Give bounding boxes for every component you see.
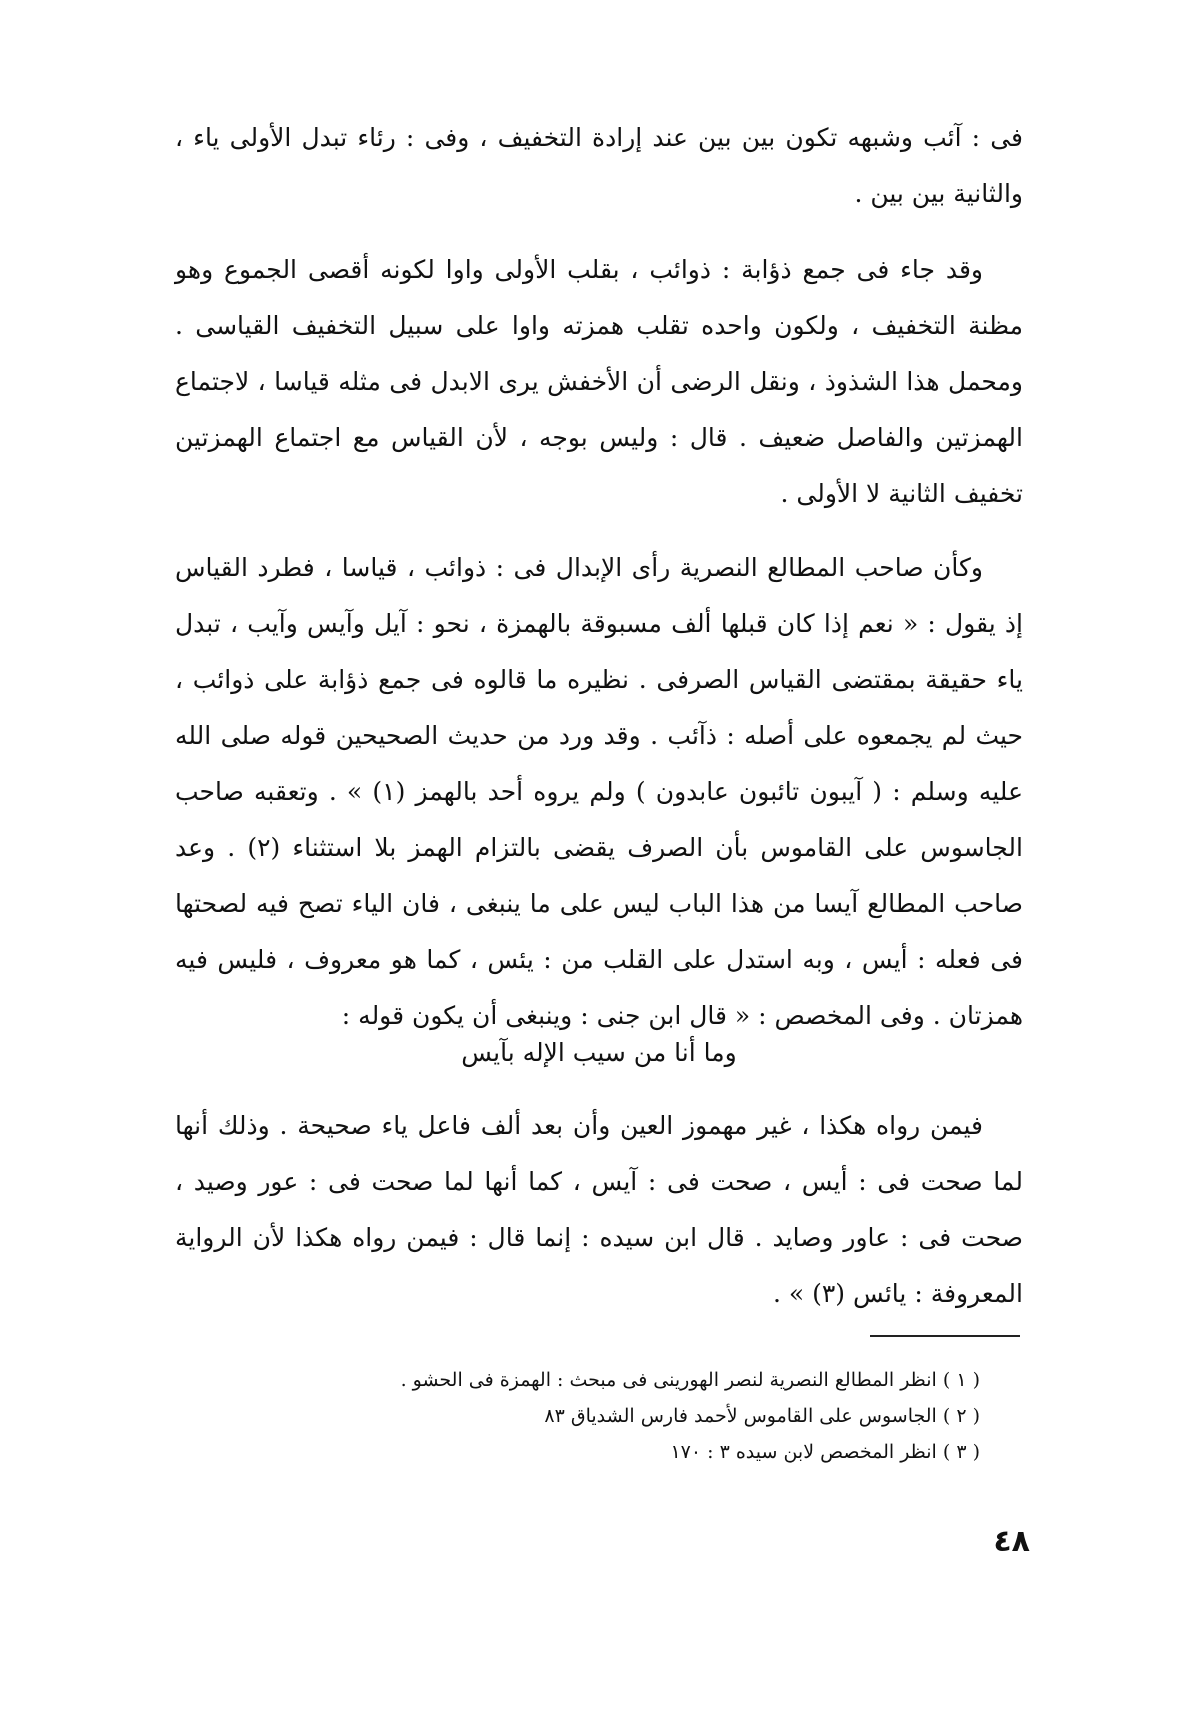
footnote-1: ( ١ ) انظر المطالع النصرية لنصر الهورينى فى مبحث : الهمزة فى الحشو . <box>400 1369 980 1391</box>
paragraph-2-text: وقد جاء فى جمع ذؤابة : ذوائب ، بقلب الأولى واوا لكونه أقصى الجموع وهو مظنة التخفيف ، ولكون واحده تقلب همزته واوا على سبيل التخفيف القياسى . ومحمل هذا الشذوذ ، ونقل الرضى أن الأخفش يرى الابدل فى مثله قياسا ، لاجتماع الهمزتين والفاصل ضعيف . قال : وليس بوجه ، لأن القياس مع اجتماع الهمزتين تخفيف الثانية لا الأولى . <box>175 255 1023 508</box>
paragraph-1-text: فى : آئب وشبهه تكون بين بين عند إرادة التخفيف ، وفى : رئاء تبدل الأولى ياء ، والثانية بين بين . <box>175 123 1023 208</box>
paragraph-4-text: فيمن رواه هكذا ، غير مهموز العين وأن بعد ألف فاعل ياء صحيحة . وذلك أنها لما صحت فى : أيس ، صحت فى : آيس ، كما أنها لما صحت فى : عور وصيد ، صحت فى : عاور وصايد . قال ابن سيده : إنما قال : فيمن رواه هكذا لأن الرواية المعروفة : يائس (٣) » . <box>175 1111 1023 1308</box>
paragraph-4 <box>175 1098 1023 1322</box>
paragraph-3 <box>175 540 1023 1044</box>
poetry-verse: وما أنا من سيب الإله بآيس <box>461 1038 737 1067</box>
footnote-3: ( ٣ ) انظر المخصص لابن سيده ٣ : ١٧٠ <box>670 1441 980 1463</box>
paragraph-2 <box>175 242 1023 522</box>
page-number: ٤٨ <box>993 1524 1030 1559</box>
paragraph-3-text: وكأن صاحب المطالع النصرية رأى الإبدال فى : ذوائب ، قياسا ، فطرد القياس إذ يقول : « نعم إذا كان قبلها ألف مسبوقة بالهمزة ، نحو : آيل وآيس وآيب ، تبدل ياء حقيقة بمقتضى القياس الصرفى . نظيره ما قالوه فى جمع ذؤابة على ذوائب ، حيث لم يجمعوه على أصله : ذآئب . وقد ورد من حديث الصحيحين قوله صلى الله عليه وسلم : ( آيبون تائبون عابدون ) ولم يروه أحد بالهمز (١) » . وتعقبه صاحب الجاسوس على القاموس بأن الصرف يقضى بالتزام الهمز بلا استثناء (٢) . وعد صاحب المطالع آيسا من هذا الباب ليس على ما ينبغى ، فان الياء تصح فيه لصحتها فى فعله : أيس ، وبه استدل على القلب من : يئس ، كما هو معروف ، فليس فيه همزتان . وفى المخصص : « قال ابن جنى : وينبغى أن يكون قوله : <box>175 553 1023 1030</box>
footnote-2: ( ٢ ) الجاسوس على القاموس لأحمد فارس الشدياق ٨٣ <box>544 1405 980 1427</box>
footnotes <box>340 1362 980 1470</box>
paragraph-1 <box>175 110 1023 222</box>
footnote-divider <box>870 1335 1020 1337</box>
